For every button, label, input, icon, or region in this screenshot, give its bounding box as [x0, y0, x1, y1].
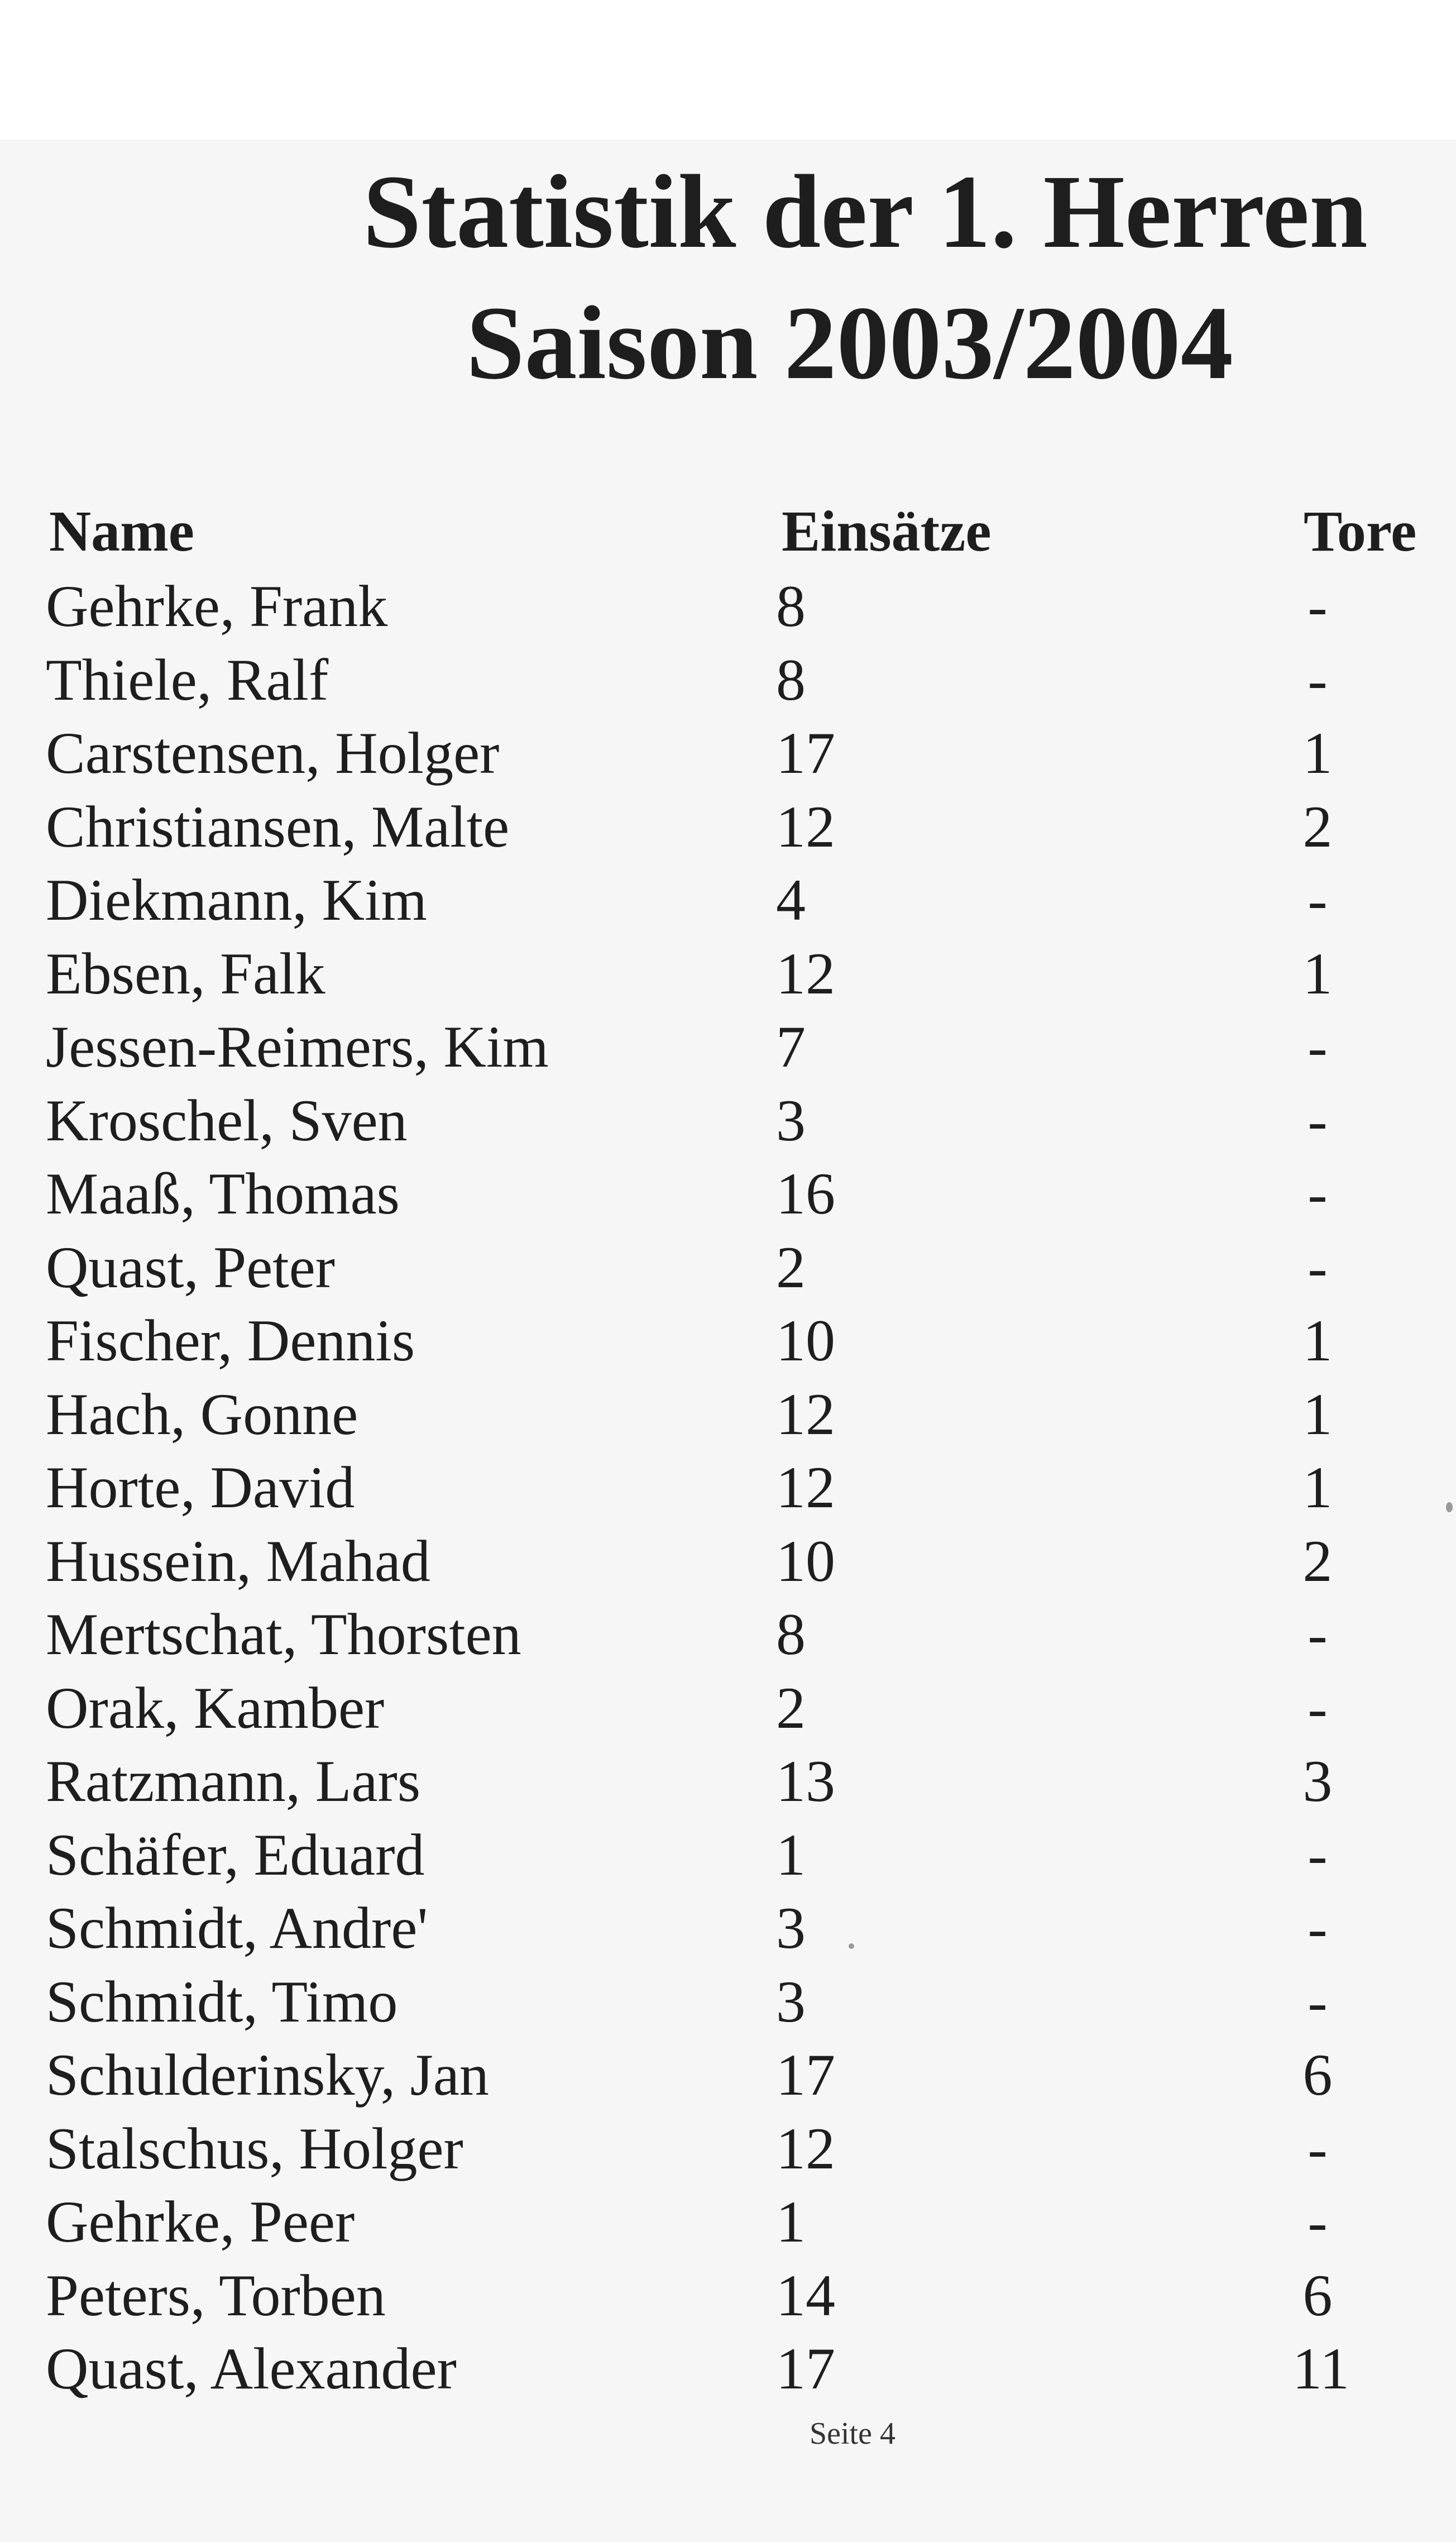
goals-count: - [1307, 1234, 1328, 1300]
goals-count: 1 [1302, 1308, 1333, 1373]
appearances-count: 1 [776, 2189, 806, 2254]
player-name: Gehrke, Frank [46, 574, 388, 639]
table-row [0, 1087, 1456, 1165]
table-row [0, 2262, 1456, 2340]
player-name: Quast, Peter [46, 1234, 336, 1300]
scan-speck [849, 1943, 854, 1949]
page-title: Statistik der 1. Herren [363, 153, 1368, 270]
player-name: Schmidt, Andre' [46, 1895, 428, 1961]
table-row [0, 1748, 1456, 1826]
player-name: Gehrke, Peer [46, 2189, 355, 2254]
appearances-count: 3 [776, 1087, 806, 1153]
appearances-count: 8 [776, 647, 806, 713]
player-name: Carstensen, Holger [46, 720, 500, 786]
goals-count: - [1307, 1161, 1328, 1226]
player-name: Quast, Alexander [46, 2336, 457, 2401]
player-name: Jessen-Reimers, Kim [46, 1014, 549, 1079]
goals-count: 1 [1302, 1455, 1333, 1520]
player-name: Fischer, Dennis [46, 1308, 415, 1373]
table-row [0, 1968, 1456, 2046]
goals-count: 1 [1302, 1381, 1333, 1447]
table-body [0, 574, 1456, 2413]
page-number: Seite 4 [810, 2416, 895, 2451]
table-row [0, 1822, 1456, 1899]
table-row [0, 940, 1456, 1018]
player-name: Schäfer, Eduard [46, 1822, 425, 1888]
goals-count: 1 [1302, 940, 1333, 1006]
table-row [0, 1528, 1456, 1606]
table-row [0, 1675, 1456, 1752]
appearances-count: 10 [776, 1308, 835, 1373]
appearances-count: 17 [776, 2042, 835, 2108]
goals-count: 3 [1302, 1748, 1333, 1814]
appearances-count: 17 [776, 720, 835, 786]
player-name: Ratzmann, Lars [46, 1748, 421, 1814]
table-row [0, 1381, 1456, 1459]
table-row [0, 1308, 1456, 1385]
table-row [0, 720, 1456, 797]
appearances-count: 12 [776, 940, 835, 1006]
table-row [0, 2336, 1456, 2413]
table-row [0, 2189, 1456, 2266]
table-row [0, 1455, 1456, 1532]
player-name: Schmidt, Timo [46, 1968, 398, 2034]
table-row [0, 1895, 1456, 1972]
player-name: Thiele, Ralf [46, 647, 329, 713]
appearances-count: 10 [776, 1528, 835, 1594]
goals-count: - [1307, 1675, 1328, 1741]
goals-count: - [1307, 1602, 1328, 1667]
goals-count: 6 [1302, 2042, 1333, 2108]
table-row [0, 2115, 1456, 2193]
appearances-count: 16 [776, 1161, 835, 1226]
scan-top-margin [0, 0, 1456, 140]
goals-count: - [1307, 867, 1328, 933]
appearances-count: 17 [776, 2336, 835, 2401]
table-row [0, 1234, 1456, 1312]
player-name: Orak, Kamber [46, 1675, 385, 1741]
appearances-count: 8 [776, 574, 806, 639]
appearances-count: 2 [776, 1675, 806, 1741]
player-name: Hach, Gonne [46, 1381, 358, 1447]
table-row [0, 2042, 1456, 2119]
goals-count: - [1307, 1014, 1328, 1079]
scan-speck [1446, 1502, 1453, 1512]
player-name: Mertschat, Thorsten [46, 1602, 521, 1667]
goals-count: - [1307, 1087, 1328, 1153]
goals-count: 1 [1302, 720, 1333, 786]
appearances-count: 12 [776, 794, 835, 859]
appearances-count: 3 [776, 1968, 806, 2034]
goals-count: 2 [1302, 1528, 1333, 1594]
table-row [0, 647, 1456, 724]
goals-count: 2 [1302, 794, 1333, 859]
player-name: Peters, Torben [46, 2262, 386, 2328]
appearances-count: 14 [776, 2262, 835, 2328]
goals-count: 11 [1292, 2336, 1350, 2401]
goals-count: - [1307, 574, 1328, 639]
page-subtitle: Saison 2003/2004 [466, 284, 1233, 401]
player-name: Maaß, Thomas [46, 1161, 400, 1226]
appearances-count: 13 [776, 1748, 835, 1814]
column-header-tore: Tore [1304, 499, 1417, 563]
table-row [0, 1161, 1456, 1238]
player-name: Diekmann, Kim [46, 867, 427, 933]
table-row [0, 1602, 1456, 1679]
player-name: Kroschel, Sven [46, 1087, 408, 1153]
goals-count: - [1307, 1895, 1328, 1961]
appearances-count: 3 [776, 1895, 806, 1961]
table-row [0, 867, 1456, 944]
appearances-count: 8 [776, 1602, 806, 1667]
appearances-count: 12 [776, 1455, 835, 1520]
goals-count: - [1307, 2189, 1328, 2254]
appearances-count: 12 [776, 2115, 835, 2181]
player-name: Hussein, Mahad [46, 1528, 430, 1594]
table-row [0, 574, 1456, 651]
table-row [0, 794, 1456, 871]
appearances-count: 12 [776, 1381, 835, 1447]
appearances-count: 4 [776, 867, 806, 933]
player-name: Schulderinsky, Jan [46, 2042, 489, 2108]
goals-count: 6 [1302, 2262, 1333, 2328]
column-header-einsaetze: Einsätze [782, 499, 992, 563]
goals-count: - [1307, 1822, 1328, 1888]
player-name: Christiansen, Malte [46, 794, 510, 859]
appearances-count: 1 [776, 1822, 806, 1888]
player-name: Stalschus, Holger [46, 2115, 463, 2181]
player-name: Ebsen, Falk [46, 940, 325, 1006]
goals-count: - [1307, 1968, 1328, 2034]
appearances-count: 2 [776, 1234, 806, 1300]
appearances-count: 7 [776, 1014, 806, 1079]
goals-count: - [1307, 2115, 1328, 2181]
table-row [0, 1014, 1456, 1091]
goals-count: - [1307, 647, 1328, 713]
column-header-name: Name [49, 499, 194, 563]
player-name: Horte, David [46, 1455, 355, 1520]
